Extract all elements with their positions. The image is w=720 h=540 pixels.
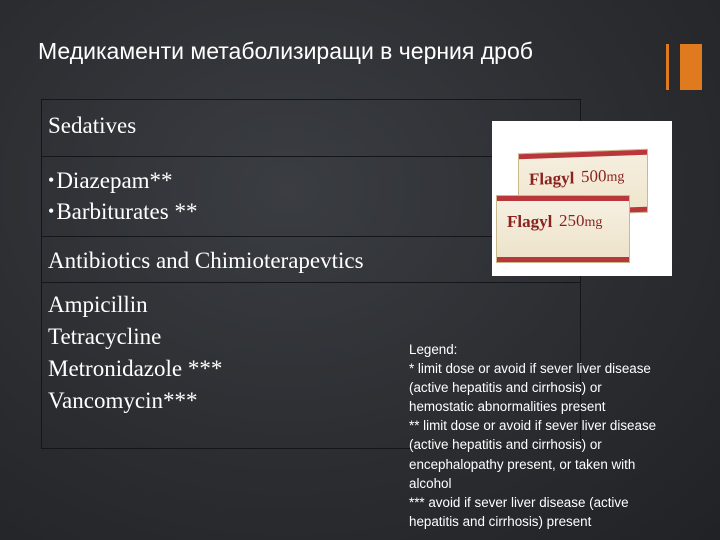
legend-heading: Legend:	[409, 342, 458, 357]
accent-bar	[666, 44, 669, 90]
drug-name: Vancomycin***	[48, 388, 198, 413]
legend-line: * limit dose or avoid if sever liver disease	[409, 361, 651, 377]
dose-label: 500mg	[581, 166, 625, 187]
legend-line: (active hepatitis and cirrhosis) or	[409, 380, 602, 396]
legend-line: encephalopathy present, or taken with	[409, 456, 636, 472]
legend-line: ** limit dose or avoid if sever liver disease	[409, 418, 657, 434]
legend-line: hemostatic abnormalities present	[409, 399, 606, 415]
bullet-icon: •	[48, 201, 55, 221]
brand-label: Flagyl	[507, 212, 553, 231]
brand-label: Flagyl	[529, 168, 575, 189]
slide-title: Медикаменти метаболизиращи в черния дроб	[38, 38, 533, 64]
legend-line: *** avoid if sever liver disease (active	[409, 494, 629, 510]
flagyl-250-box	[496, 195, 630, 263]
accent-block	[680, 44, 702, 90]
drug-name: Metronidazole ***	[48, 356, 223, 381]
category-sedatives: Sedatives	[48, 113, 137, 138]
legend-line: (active hepatitis and cirrhosis) or	[409, 437, 602, 453]
category-antibiotics: Antibiotics and Chimioterapevtics	[48, 248, 364, 273]
drug-name: Barbiturates **	[56, 199, 198, 224]
bullet-icon: •	[48, 170, 55, 190]
legend-line: alcohol	[409, 475, 452, 491]
legend-line: hepatitis and cirrhosis) present	[409, 513, 592, 529]
drug-name: Diazepam**	[56, 168, 173, 193]
drug-name: Ampicillin	[48, 292, 148, 317]
legend-text	[409, 340, 715, 531]
drug-name: Tetracycline	[48, 324, 162, 349]
flagyl-product-image	[492, 121, 672, 276]
dose-label: 250mg	[559, 211, 603, 230]
